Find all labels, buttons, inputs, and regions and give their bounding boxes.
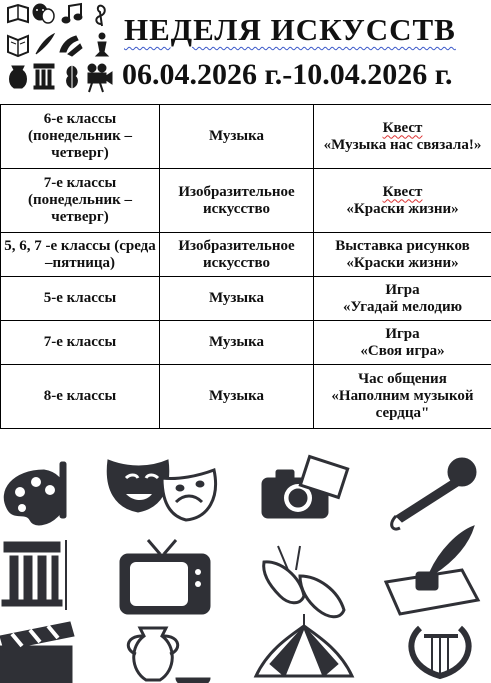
vase-icon [10,66,27,88]
classes-cell: 6-е классы (понедельник – четверг) [1,105,160,169]
event-cell [314,169,491,233]
amphora-icon [128,628,210,683]
book-icon [8,5,28,22]
quill-icon [36,34,54,54]
camera-icon [262,457,348,518]
hands-icon [60,36,82,56]
palette-icon [4,462,66,525]
event-cell [314,105,491,169]
event-name: «Наполним музыкой сердца" [331,388,474,421]
event-type: Квест [382,183,423,200]
circus-tent-icon [256,614,352,676]
schedule-table [0,104,491,429]
subject-cell: Изобразительное искусство [160,169,314,233]
table-row [1,321,491,365]
subject-cell: Музыка [160,277,314,321]
event-cell [314,365,491,429]
header [0,0,491,100]
date-range: 06.04.2026 г.-10.04.2026 г. [122,58,453,91]
classes-cell: 7-е классы [1,321,160,365]
event-name: «Краски жизни» [346,200,459,217]
ballet-shoes-icon [264,546,344,617]
theatre-masks-icon [33,4,54,23]
table-row [1,233,491,277]
quill-ink-icon [386,526,478,614]
film-camera-icon [88,64,112,92]
open-book-icon [8,36,28,56]
clapperboard-icon [0,622,74,683]
event-cell [314,321,491,365]
tv-icon [120,540,210,614]
classes-cell: 7-е классы (понедельник – четверг) [1,169,160,233]
subject-cell: Музыка [160,105,314,169]
table-row [1,105,491,169]
event-name: «Музыка нас связала!» [323,136,482,153]
table-row [1,169,491,233]
header-icons [6,2,114,94]
classes-cell: 8-е классы [1,365,160,429]
column-icon [2,540,66,610]
violin-icon [67,62,78,90]
event-type: Выставка рисунков [335,237,470,254]
subject-cell: Музыка [160,365,314,429]
theatre-masks-icon [107,460,215,520]
table-row [1,277,491,321]
arts-icons-panel [0,450,491,683]
event-name: «Краски жизни» [346,254,459,271]
treble-clef-icon [96,6,104,26]
event-type: Игра [385,281,420,298]
column-icon [34,64,54,89]
table-row [1,365,491,429]
event-type: Игра [385,325,420,342]
event-name: «Своя игра» [360,342,445,359]
event-cell [314,233,491,277]
music-notes-icon [62,4,82,23]
lyre-icon [411,628,468,676]
page-title: НЕДЕЛЯ ИСКУССТВ [124,12,456,47]
figure-icon [96,33,108,56]
classes-cell: 5-е классы [1,277,160,321]
event-cell [314,277,491,321]
microphone-icon [392,458,476,529]
event-type: Час общения [358,371,447,387]
subject-cell: Изобразительное искусство [160,233,314,277]
classes-cell: 5, 6, 7 -е классы (среда –пятница) [1,233,160,277]
subject-cell: Музыка [160,321,314,365]
event-name: «Угадай мелодию [342,298,463,315]
event-type: Квест [382,119,423,136]
